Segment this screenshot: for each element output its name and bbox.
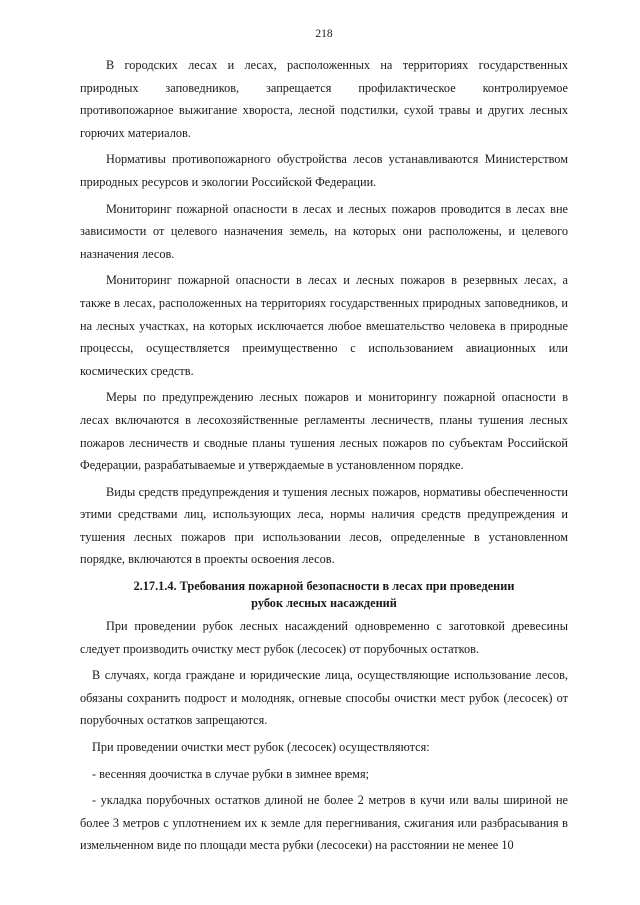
list-item-residue-stacking: - укладка порубочных остатков длиной не более 2 метров в кучи или валы шириной не более 3 метров с уплотнением их к земле для перегнивания, сжигания или разбрасывания в измельченном виде по площади места рубки (лесосеки) на расстоянии не менее 10: [80, 793, 568, 853]
list-item-spring-cleanup: - весенняя доочистка в случае рубки в зимнее время;: [92, 766, 370, 781]
paragraph-clearing-list-intro: При проведении очистки мест рубок (лесосек) осуществляются:: [92, 740, 430, 755]
paragraph-prevention-measures: Меры по предупреждению лесных пожаров и мониторингу пожарной опасности в лесах включаются в лесохозяйственные регламенты лесничеств, планы тушения лесных пожаров лесничеств и сводные планы тушения лесных пожаров по субъектам Российской Федерации, разрабатываемые и утверждаемые в установленном порядке.: [80, 390, 568, 473]
section-heading: [80, 578, 568, 612]
paragraph-clearing-sites: При проведении рубок лесных насаждений одновременно с заготовкой древесины следует производить очистку мест рубок (лесосек) от порубочных остатков.: [80, 619, 568, 656]
page-body: [80, 54, 568, 857]
paragraph-monitoring-general: Мониторинг пожарной опасности в лесах и лесных пожаров проводится в лесах вне зависимости от целевого назначения земель, на которых они расположены, и целевого назначения лесов.: [80, 201, 568, 261]
page-number: 218: [315, 28, 333, 40]
paragraph-city-forests: В городских лесах и лесах, расположенных на территориях государственных природных заповедников, запрещается профилактическое контролируемое противопожарное выжигание хвороста, лесной подстилки, сухой травы и других лесных горючих материалов.: [80, 58, 568, 140]
paragraph-preserve-undergrowth: В случаях, когда граждане и юридические лица, осуществляющие использование лесов, обязаны сохранить подрост и молодняк, огневые способы очистки мест рубок (лесосек) от порубочных остатков запрещаются.: [80, 668, 568, 728]
section-heading-line-1: 2.17.1.4. Требования пожарной безопасности в лесах при проведении: [133, 579, 515, 594]
paragraph-equipment-types: Виды средств предупреждения и тушения лесных пожаров, нормативы обеспеченности этими средствами лиц, использующих леса, нормы наличия средств предупреждения и тушения лесных пожаров при использовании лесов, определенные в установленном порядке, включаются в проекты освоения лесов.: [80, 484, 568, 567]
paragraph-monitoring-reserve: Мониторинг пожарной опасности в лесах и лесных пожаров в резервных лесах, а также в лесах, расположенных на территориях государственных природных заповедников, и на лесных участках, на которых исключается любое вмешательство человека в природные процессы, осуществляется преимущественно с использованием авиационных или космических средств.: [80, 273, 568, 378]
section-heading-line-2: рубок лесных насаждений: [251, 596, 397, 611]
paragraph-fire-standards: Нормативы противопожарного обустройства лесов устанавливаются Министерством природных ресурсов и экологии Российской Федерации.: [80, 152, 568, 189]
